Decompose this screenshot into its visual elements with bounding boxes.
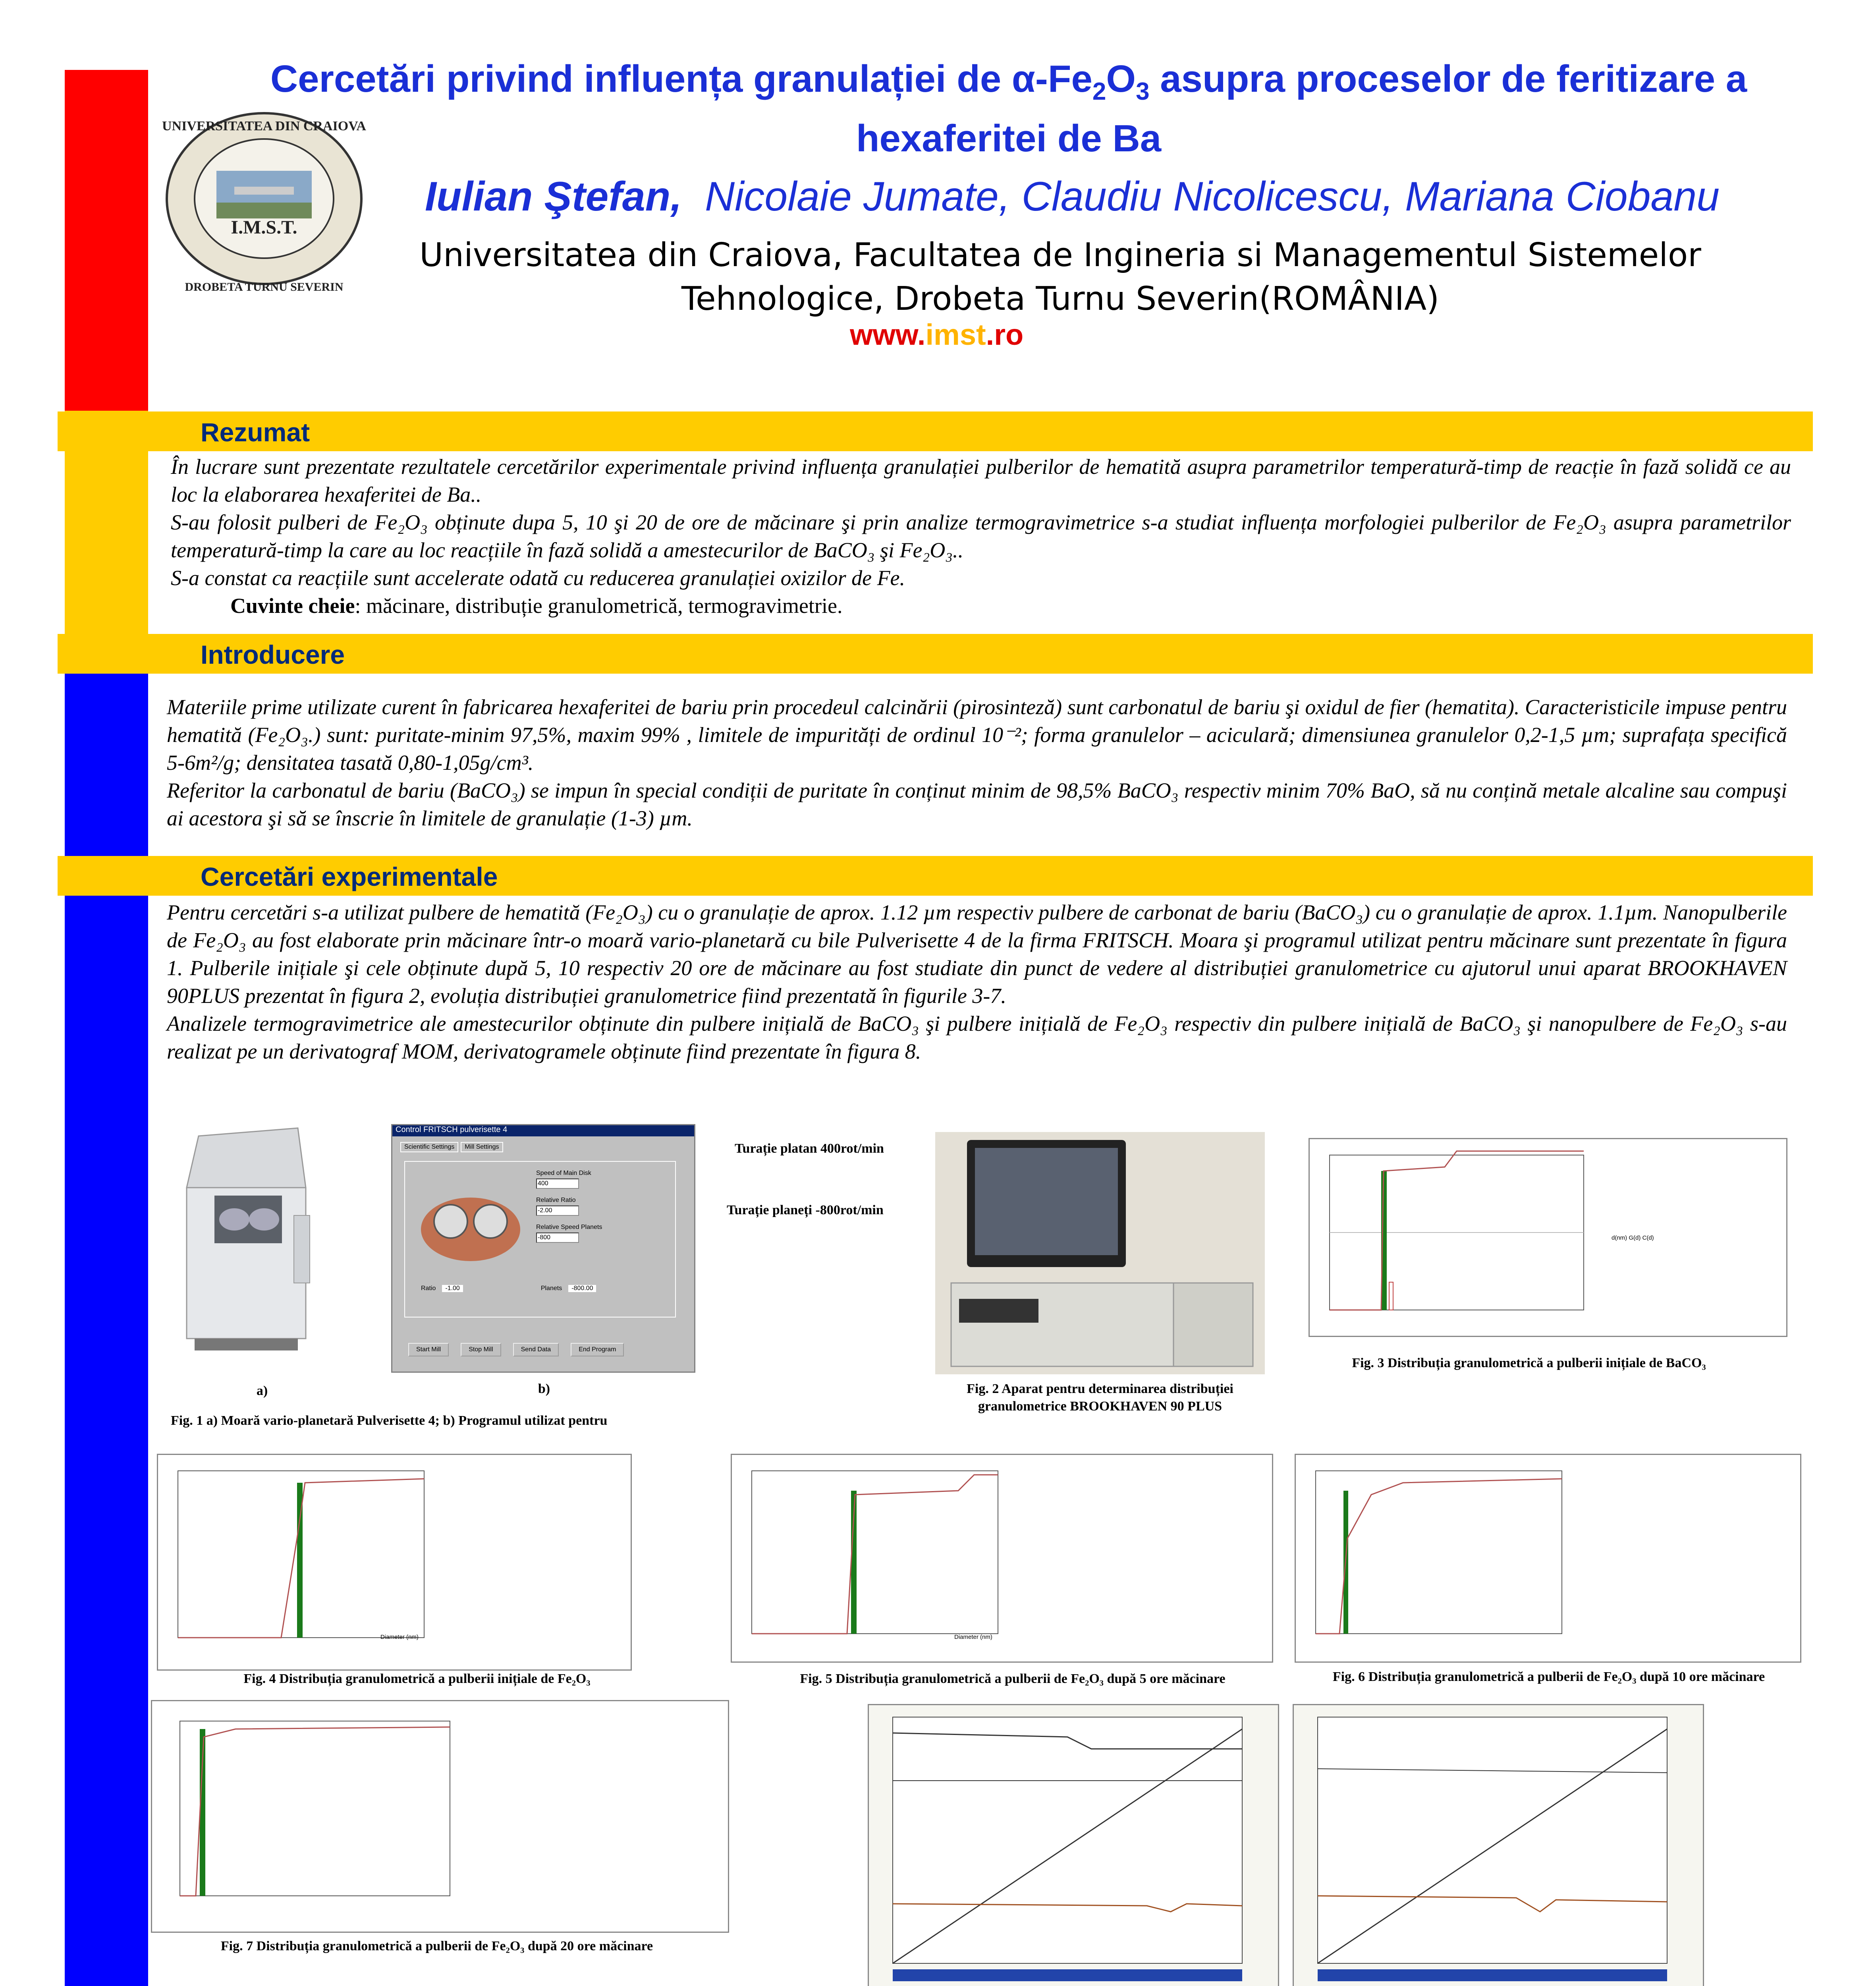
fig8b-derivatogram <box>1293 1704 1704 1986</box>
tab-scientific-settings[interactable]: Scientific Settings <box>400 1142 458 1152</box>
fig1a-label: a) <box>256 1383 268 1398</box>
poster-title: Cercetări privind influența granulației de $\alpha-Fe_2O_3$ asupra proceselor de feritizare a hexaferitei de Ba <box>270 58 1747 160</box>
fig4-caption: Fig. 4 Distribuția granulometrică a pulberii inițiale de Fe₂O₃ <box>243 1671 591 1686</box>
fig4-x-axis-label: Diameter (nm) <box>380 1634 419 1640</box>
introducere-text: Materiile prime utilizate curent în fabricarea hexaferitei de bariu prin procedeul calcinării (pirosinteză) sunt carbonatul de bariu şi oxidul de fier (hematita). Caracteristicile impuse pentru hematită (Fe₂O₃.) sunt: puritate-minim 97,5%, maxim 99% , limitele de impurități de ordinul 10⁻²; forma granulelor – aciculară; dimensiunea granulelor 0,2-1,5 µm; suprafața specifică 5-6m²/g; densitatea tasată 0,80-1,05g/cm³. Referitor la carbonatul de bariu (BaCO₃) se impun în special condiții de puritate în conținut minim de 98,5% BaCO₃ respectiv minim 70% BaO, să nu conțină metale alcaline sau compuşi ai acestora şi să se înscrie în limitele de granulație (1-3) µm. <box>167 695 1787 830</box>
cercetari-text: Pentru cercetări s-a utilizat pulbere de hematită (Fe₂O₃) cu o granulație de aprox. 1.12 µm respectiv pulbere de carbonat de bariu (BaCO₃) cu o granulație de aprox. 1.1µm. Nanopulberile de Fe₂O₃ au fost elaborate prin măcinare într-o moară vario-planetară cu bile Pulverisette 4 de la firma FRITSCH. Moara şi programul utilizat pentru măcinare sunt prezentate în figura 1. Pulberile inițiale şi cele obținute după 5, 10 respectiv 20 ore de măcinare au fost studiate din punct de vedere al distribuției granulometrice cu ajutorul unui aparat BROOKHAVEN 90PLUS prezentat în figura 2, evoluția distribuției granulometrice fiind prezentată în figurile 3-7. Analizele termogravimetrice ale amestecurilor obținute din pulbere inițială de BaCO₃ şi pulbere inițială de Fe₂O₃ respectiv din pulbere inițială de BaCO₃ şi nanopulbere de Fe₂O₃ s-au realizat pe un derivatograf MOM, derivatogramele obținute fiind prezentate în figura 8. <box>167 900 1787 1063</box>
svg-text:UNIVERSITATEA DIN CRAIOVA: UNIVERSITATEA DIN CRAIOVA <box>162 119 366 133</box>
fig6-caption: Fig. 6 Distribuția granulometrică a pulberii de Fe₂O₃ după 10 ore măcinare <box>1332 1669 1765 1684</box>
fig6-histogram <box>1300 1459 1578 1654</box>
relative-ratio-input[interactable]: -2.00 <box>536 1206 579 1216</box>
fig3-caption: Fig. 3 Distribuția granulometrică a pulberii inițiale de BaCO₃ <box>1352 1356 1706 1370</box>
tab-mill-settings[interactable]: Mill Settings <box>461 1142 503 1152</box>
fig1-annotation-platan: Turație platan 400rot/min <box>735 1141 884 1156</box>
first-author: Iulian Ştefan, <box>425 174 682 220</box>
fig7-caption: Fig. 7 Distribuția granulometrică a pulberii de Fe₂O₃ după 20 ore măcinare <box>220 1939 653 1953</box>
website-link[interactable]: www.imst.ro <box>850 318 1024 351</box>
fig3-distribution-panel <box>1309 1138 1787 1337</box>
fig5-distribution-panel <box>731 1454 1273 1663</box>
rezumat-text: În lucrare sunt prezentate rezultatele cercetărilor experimentale privind influența granulației pulberilor de hematită asupra parametrilor temperatură-timp de reacție în fază solidă ce au loc la elaborarea hexaferitei de Ba.. S-au folosit pulberi de Fe₂O₃ obținute dupa 5, 10 şi 20 de ore de măcinare şi prin analize termogravimetrice s-a studiat influența morfologiei pulberilor de Fe₂O₃ asupra parametrilor temperatură-timp la care au loc reacțiile în fază solidă a amestecurilor de BaCO₃ şi Fe₂O₃.. S-a constat ca reacțiile sunt accelerate odată cu reducerea granulației oxizilor de Fe. Cuvinte cheie: măcinare, distribuție granulometrică, termogravimetrie. <box>171 455 1791 618</box>
authors <box>357 171 1787 222</box>
relative-speed-planets-input[interactable]: -800 <box>536 1233 579 1243</box>
end-program-button[interactable]: End Program <box>571 1343 624 1356</box>
section-bar-introducere: Introducere <box>58 634 1813 674</box>
field3-label: Relative Speed Planets <box>536 1224 602 1231</box>
side-stripe-red <box>65 70 148 411</box>
fig4-histogram <box>162 1459 440 1661</box>
window-title-bar: Control FRITSCH pulverisette 4 <box>392 1125 694 1136</box>
fig5-x-axis-label: Diameter (nm) <box>954 1634 992 1640</box>
fig5-histogram <box>736 1459 1014 1654</box>
fig4-distribution-panel <box>157 1454 632 1671</box>
ratio-value: -1.00 <box>442 1285 463 1292</box>
field1-label: Speed of Main Disk <box>536 1170 591 1177</box>
section-bar-rezumat: Rezumat <box>58 411 1813 451</box>
fig3-table: d(nm) G(d) C(d) <box>1612 1234 1654 1241</box>
speed-main-disk-input[interactable]: 400 <box>536 1178 579 1189</box>
stop-mill-button[interactable]: Stop Mill <box>461 1343 501 1356</box>
fig8a-derivatogram <box>868 1704 1279 1986</box>
fig5-caption: Fig. 5 Distribuția granulometrică a pulberii de Fe₂O₃ după 5 ore măcinare <box>800 1671 1226 1686</box>
fig3-histogram <box>1314 1143 1604 1330</box>
settings-panel <box>404 1161 676 1318</box>
planets-value: -800.00 <box>568 1285 596 1292</box>
ratio-label: Ratio <box>421 1285 436 1292</box>
other-authors: Nicolaie Jumate, Claudiu Nicolicescu, Mariana Ciobanu <box>705 174 1720 220</box>
fig1b-label: b) <box>538 1381 550 1396</box>
affiliation: Universitatea din Craiova, Facultatea de Ingineria si Managementul Sistemelor Tehnologice, Drobeta Turnu Severin(ROMÂNIA) <box>419 236 1701 318</box>
fig1b-program-window <box>391 1124 695 1373</box>
fig7-distribution-panel <box>151 1700 729 1933</box>
fig2-caption: Fig. 2 Aparat pentru determinarea distribuției granulometrice BROOKHAVEN 90 PLUS <box>967 1381 1233 1414</box>
section-bar-cercetari: Cercetări experimentale <box>58 856 1813 896</box>
svg-text:I.M.S.T.: I.M.S.T. <box>231 217 297 238</box>
fig1-caption: Fig. 1 a) Moară vario-planetară Pulverisette 4; b) Programul utilizat pentru <box>171 1413 608 1428</box>
planetary-disk-icon <box>413 1178 528 1269</box>
fig1-annotation-planeti: Turație planeți -800rot/min <box>727 1203 884 1217</box>
fig2-brookhaven-photo <box>935 1132 1265 1374</box>
fig1a-mill-photo <box>171 1112 338 1366</box>
start-mill-button[interactable]: Start Mill <box>408 1343 449 1356</box>
svg-text:DROBETA TURNU SEVERIN: DROBETA TURNU SEVERIN <box>185 280 344 294</box>
send-data-button[interactable]: Send Data <box>513 1343 559 1356</box>
field2-label: Relative Ratio <box>536 1197 576 1204</box>
fig6-distribution-panel <box>1295 1454 1801 1663</box>
planets-label: Planets <box>540 1285 562 1292</box>
fig7-histogram <box>156 1705 474 1924</box>
